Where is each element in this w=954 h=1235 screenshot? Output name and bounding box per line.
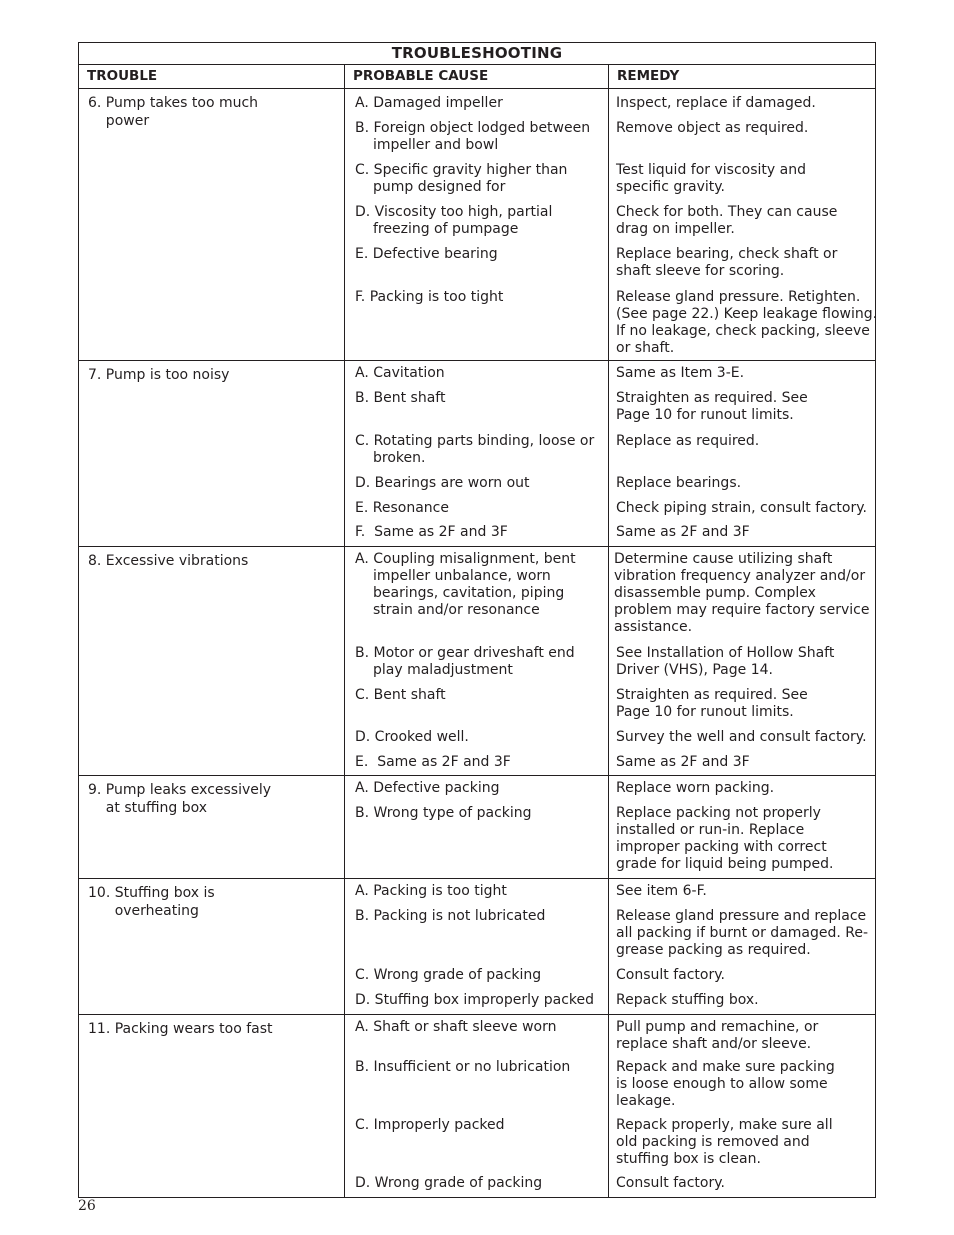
header-trouble: TROUBLE bbox=[79, 65, 345, 88]
remedy-item: Same as 2F and 3F bbox=[616, 754, 750, 770]
remedy-item: Test liquid for viscosity and specific gravity. bbox=[616, 162, 806, 195]
remedy-item: Replace bearing, check shaft or shaft sleeve for scoring. bbox=[616, 246, 838, 279]
cause-cell bbox=[345, 879, 609, 1014]
cause-item: A. Shaft or shaft sleeve worn bbox=[355, 1019, 557, 1035]
remedy-cell bbox=[609, 361, 875, 546]
section-10 bbox=[79, 879, 875, 1015]
remedy-item: Repack properly, make sure all old packing is removed and stuffing box is clean. bbox=[616, 1117, 833, 1167]
cause-item: B. Packing is not lubricated bbox=[355, 908, 546, 924]
remedy-cell bbox=[609, 89, 878, 360]
cause-item: B. Motor or gear driveshaft end play maladjustment bbox=[355, 645, 580, 678]
cause-item: D. Stuffing box improperly packed bbox=[355, 992, 595, 1008]
remedy-item: Check for both. They can cause drag on impeller. bbox=[616, 204, 838, 237]
trouble-cell: 10. Stuffing box is overheating bbox=[79, 879, 345, 1014]
cause-item: D. Viscosity too high, partial freezing of pumpage bbox=[355, 204, 557, 237]
cause-item: C. Bent shaft bbox=[355, 687, 446, 703]
cause-cell bbox=[345, 776, 609, 878]
remedy-item: Replace as required. bbox=[616, 433, 760, 449]
section-8 bbox=[79, 547, 875, 776]
remedy-cell bbox=[609, 776, 875, 878]
cause-item: D. Wrong grade of packing bbox=[355, 1175, 543, 1191]
remedy-item: See Installation of Hollow Shaft Driver (VHS), Page 14. bbox=[616, 645, 835, 678]
remedy-item: Remove object as required. bbox=[616, 120, 809, 136]
remedy-item: Replace bearings. bbox=[616, 475, 742, 491]
cause-cell bbox=[345, 547, 609, 775]
trouble-cell: 8. Excessive vibrations bbox=[79, 547, 345, 775]
trouble-cell: 11. Packing wears too fast bbox=[79, 1015, 345, 1197]
remedy-item: Same as Item 3-E. bbox=[616, 365, 745, 381]
cause-item: F. Same as 2F and 3F bbox=[355, 524, 508, 540]
cause-item: A. Packing is too tight bbox=[355, 883, 507, 899]
table-header-row bbox=[79, 65, 875, 89]
header-probable-cause: PROBABLE CAUSE bbox=[345, 65, 609, 88]
cause-item: B. Bent shaft bbox=[355, 390, 446, 406]
trouble-cell: 7. Pump is too noisy bbox=[79, 361, 345, 546]
page-number: 26 bbox=[78, 1198, 96, 1214]
remedy-item: Release gland pressure and replace all packing if burnt or damaged. Re- grease packing as required. bbox=[616, 908, 869, 958]
cause-item: B. Insufficient or no lubrication bbox=[355, 1059, 571, 1075]
cause-item: B. Wrong type of packing bbox=[355, 805, 532, 821]
cause-item: A. Coupling misalignment, bent impeller unbalance, worn bearings, cavitation, piping strain and/or resonance bbox=[355, 551, 581, 618]
remedy-cell bbox=[609, 547, 875, 775]
troubleshooting-table bbox=[78, 42, 876, 1198]
remedy-item: Determine cause utilizing shaft vibration frequency analyzer and/or disassemble pump. Complex problem may require factory service assistance. bbox=[614, 551, 870, 635]
cause-item: C. Rotating parts binding, loose or broken. bbox=[355, 433, 599, 466]
remedy-item: Consult factory. bbox=[616, 1175, 725, 1191]
section-7 bbox=[79, 361, 875, 547]
cause-item: C. Specific gravity higher than pump designed for bbox=[355, 162, 572, 195]
cause-cell bbox=[345, 361, 609, 546]
cause-item: C. Improperly packed bbox=[355, 1117, 505, 1133]
cause-item: B. Foreign object lodged between impeller and bowl bbox=[355, 120, 595, 153]
remedy-item: Replace packing not properly installed or run-in. Replace improper packing with correct grade for liquid being pumped. bbox=[616, 805, 834, 872]
remedy-cell bbox=[609, 879, 875, 1014]
table-title: TROUBLESHOOTING bbox=[79, 43, 875, 65]
cause-cell bbox=[345, 1015, 609, 1197]
header-remedy: REMEDY bbox=[617, 68, 680, 84]
cause-item: D. Bearings are worn out bbox=[355, 475, 530, 491]
remedy-item: Pull pump and remachine, or replace shaft and/or sleeve. bbox=[616, 1019, 819, 1052]
cause-item: F. Packing is too tight bbox=[355, 289, 504, 305]
section-6 bbox=[79, 89, 878, 361]
remedy-item: Check piping strain, consult factory. bbox=[616, 500, 867, 516]
cause-cell bbox=[345, 89, 609, 360]
remedy-item: Inspect, replace if damaged. bbox=[616, 95, 816, 111]
remedy-item: Repack stuffing box. bbox=[616, 992, 759, 1008]
trouble-cell: 9. Pump leaks excessively at stuffing box bbox=[79, 776, 345, 878]
cause-item: E. Resonance bbox=[355, 500, 449, 516]
cause-item: E. Defective bearing bbox=[355, 246, 498, 262]
section-9 bbox=[79, 776, 875, 879]
remedy-item: Repack and make sure packing is loose enough to allow some leakage. bbox=[616, 1059, 835, 1109]
remedy-item: Replace worn packing. bbox=[616, 780, 775, 796]
cause-item: C. Wrong grade of packing bbox=[355, 967, 542, 983]
cause-item: E. Same as 2F and 3F bbox=[355, 754, 511, 770]
remedy-item: Release gland pressure. Retighten. (See page 22.) Keep leakage flowing. If no leakage, check packing, sleeve or shaft. bbox=[616, 289, 878, 356]
remedy-item: Survey the well and consult factory. bbox=[616, 729, 867, 745]
cause-item: D. Crooked well. bbox=[355, 729, 469, 745]
cause-item: A. Damaged impeller bbox=[355, 95, 503, 111]
remedy-cell bbox=[609, 1015, 875, 1197]
remedy-item: Straighten as required. See Page 10 for runout limits. bbox=[616, 687, 808, 720]
remedy-item: See item 6-F. bbox=[616, 883, 707, 899]
remedy-item: Straighten as required. See Page 10 for runout limits. bbox=[616, 390, 808, 423]
trouble-cell: 6. Pump takes too much power bbox=[79, 89, 345, 360]
remedy-item: Consult factory. bbox=[616, 967, 725, 983]
cause-item: A. Defective packing bbox=[355, 780, 500, 796]
section-11 bbox=[79, 1015, 875, 1197]
remedy-item: Same as 2F and 3F bbox=[616, 524, 750, 540]
cause-item: A. Cavitation bbox=[355, 365, 445, 381]
